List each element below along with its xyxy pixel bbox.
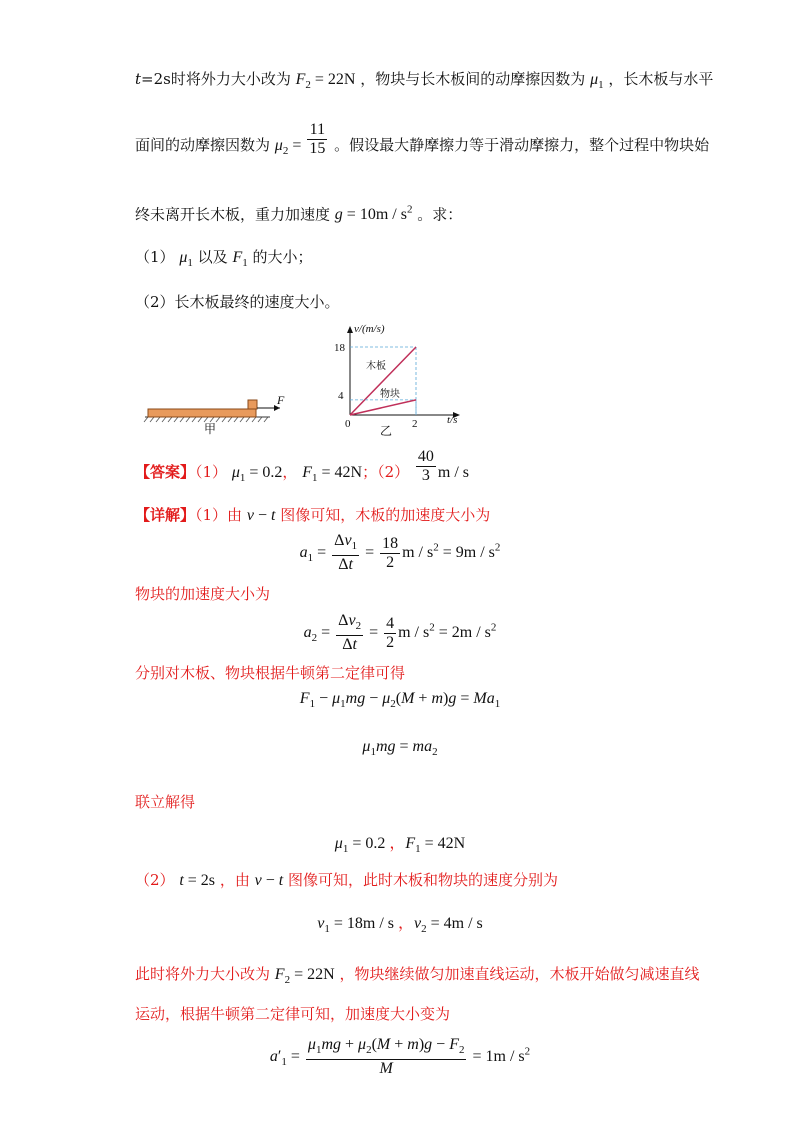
y-axis-arrow bbox=[347, 326, 353, 333]
formula-f2: $F_2 = 22N$ bbox=[295, 71, 356, 92]
explain-line-3: 分别对木板、物块根据牛顿第二定律可得 bbox=[135, 664, 406, 682]
formula-newton-board: $F_1 - \mu_1mg - \mu_2(M + m)g = Ma_1$ bbox=[299, 690, 501, 711]
formula-a1: $a_1$ = $\frac{\Delta v_1}{\Delta t}$ = $\frac{18}{2}$ $m / s^2 = 9m / s^2$ bbox=[299, 532, 501, 574]
question-2: （2）长木板最终的速度大小。 bbox=[135, 293, 340, 311]
series-line-0 bbox=[350, 347, 416, 415]
series-line-1 bbox=[350, 400, 416, 415]
label-block: 物块 bbox=[380, 389, 400, 400]
answer-tag: 【答案】 bbox=[135, 463, 196, 482]
tick-label-18: 18 bbox=[334, 342, 345, 354]
x-axis-label: t/s bbox=[447, 414, 458, 426]
vt-chart bbox=[330, 322, 470, 437]
explain-line-6: 此时将外力大小改为 $F_2 = 22N$ ，物块继续做匀加速直线运动，木板开始做匀减速直线 bbox=[135, 965, 700, 987]
formula-mu1: $\mu_1$ bbox=[590, 71, 604, 92]
formula-a1-prime: $a'_1$ = $\frac{\mu_1mg + \mu_2(M + m)g - F_2}{M}$ = $1m / s^2$ bbox=[269, 1036, 531, 1078]
explain-line-1: 【详解】（1）由 v − t 图像可知，木板的加速度大小为 bbox=[135, 506, 491, 524]
explain-line-4: 联立解得 bbox=[135, 793, 196, 811]
tick-label-2: 2 bbox=[412, 418, 418, 430]
tick-label-4: 4 bbox=[338, 390, 344, 402]
explain-line-5: （2） t = 2s ，由 v − t 图像可知，此时木板和物块的速度分别为 bbox=[135, 871, 558, 889]
figure-left-caption: 甲 bbox=[204, 422, 217, 436]
formula-g: $g = 10m / s^2$ bbox=[334, 204, 413, 224]
tick-label-0: 0 bbox=[345, 418, 351, 430]
explain-line-7: 运动，根据牛顿第二定律可知，加速度大小变为 bbox=[135, 1005, 451, 1023]
paragraph-line-2: 面间的动摩擦因数为 $\mu_2$ = $\frac{11}{15}$ 。假设最大静摩擦力等于滑动摩擦力，整个过程中物块始 bbox=[135, 121, 710, 158]
formula-solution: $\mu_1 = 0.2$ ，$F_1 = 42N$ bbox=[334, 835, 466, 856]
explain-line-2: 物块的加速度大小为 bbox=[135, 585, 271, 603]
force-label: F bbox=[277, 393, 285, 407]
y-axis-label: v/(m/s) bbox=[354, 323, 385, 335]
formula-a2: $a_2$ = $\frac{\Delta v_2}{\Delta t}$ = $\frac{4}{2}$ $m / s^2 = 2m / s^2$ bbox=[303, 612, 497, 654]
formula-velocities: $v_1 = 18m / s$ ，$v_2 = 4m / s$ bbox=[317, 915, 483, 936]
figure-right-caption: 乙 bbox=[380, 424, 393, 438]
long-board bbox=[148, 409, 256, 417]
answer-line: 【答案】（1） $\mu_1 = 0.2$， $F_1 = 42N$；（2） $\frac{40}{3}$ m / s bbox=[135, 448, 470, 485]
time-var: t bbox=[135, 70, 142, 88]
explain-tag: 【详解】 bbox=[135, 506, 196, 524]
formula-newton-block: $\mu_1mg = ma_2$ bbox=[362, 738, 438, 759]
paragraph-line-3: 终未离开长木板，重力加速度 $g = 10m / s^2$ 。求： bbox=[135, 204, 463, 224]
small-block bbox=[248, 400, 257, 409]
paragraph-line-1: t=2s时将外力大小改为 $F_2 = 22N$ ，物块与长木板间的动摩擦因数为 $\mu_1$ ，长木板与水平 bbox=[135, 70, 714, 92]
label-board: 木板 bbox=[366, 361, 386, 372]
question-1: （1） $\mu_1$ 以及 $F_1$ 的大小； bbox=[135, 248, 313, 270]
formula-mu2: $\mu_2$ = $\frac{11}{15}$ bbox=[274, 121, 326, 158]
